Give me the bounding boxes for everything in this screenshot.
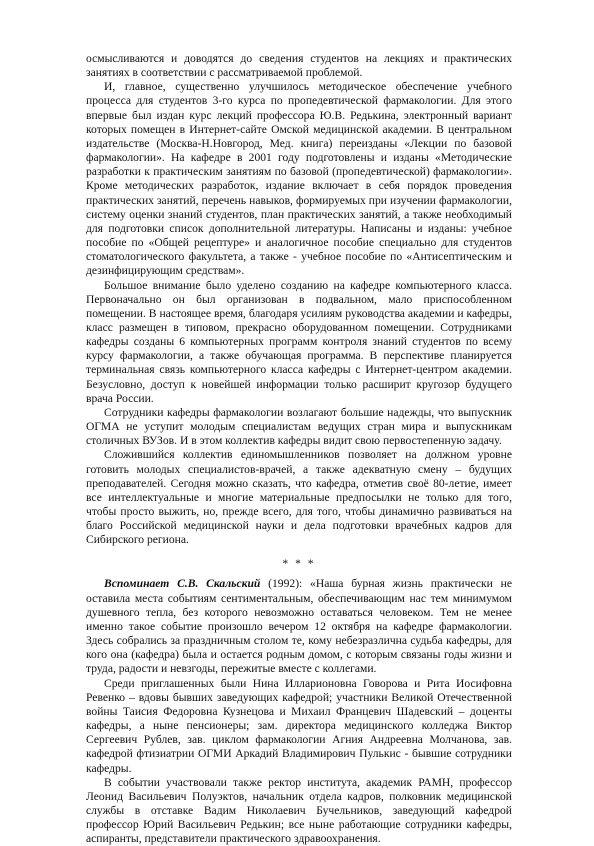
paragraph-continuation: осмысливаются и доводятся до сведения студентов на лекциях и практических занятиях в соответствии с рассматриваемой проблемой. — [86, 52, 512, 80]
paragraph-methodical-support: И, главное, существенно улучшилось методическое обеспечение учебного процесса для студентов 3-го курса по пропедевтической фармакологии. Для этого впервые был издан курс лекций профессора Ю.В. Редькина, электронный вариант которых помещен в Интернет-сайте Омской медицинской академии. В центральном издательстве (Москва-Н.Новгород, Мед. книга) переизданы «Лекции по базовой фармакологии». На кафедре в 2001 году подготовлены и изданы «Методические разработки к практическим занятиям по базовой (пропедевтической) фармакологии». Кроме методических разработок, издание включает в себя порядок проведения практических занятий, перечень навыков, формируемых при изучении фармакологии, систему оценки знаний студентов, план практических занятий, а также необходимый для подготовки список дополнительной литературы. Написаны и изданы: учебное пособие по «Общей рецептуре» и аналогичное пособие специально для студентов стоматологического факультета, а также - учебное пособие по «Антисептическим и дезинфицирующим средствам». — [86, 80, 512, 278]
paragraph-participants: В событии участвовали также ректор института, академик РАМН, профессор Леонид Васильевич Полуэктов, начальник отдела кадров, полковник медицинской службы в отставке Вадим Николаевич Бучельников, заведующий кафедрой профессор Юрий Васильевич Редькин; все ныне работающие сотрудники кафедры, аспиранты, представители практического здравоохранения. — [86, 775, 512, 846]
paragraph-computer-class: Большое внимание было уделено созданию на кафедре компьютерного класса. Первоначально он был организован в подвальном, мало приспособленном помещении. В настоящее время, благодаря усилиям руководства академии и кафедры, класс размещен в типовом, прекрасно оборудованном помещении. Сотрудниками кафедры созданы 6 компьютерных программ контроля знаний студентов по всему курсу фармакологии, а также обучающая программа. В перспективе планируется терминальная связь компьютерного класса кафедры с Интернет-центром академии. Безусловно, доступ к новейшей информации только расширит кругозор будущего врача России. — [86, 278, 512, 405]
paragraph-graduates: Сотрудники кафедры фармакологии возлагают большие надежды, что выпускник ОГМА не уступит молодым специалистам ведущих стран мира и выпускникам столичных ВУЗов. И в этом коллектив кафедры видит свою первостепенную задачу. — [86, 405, 512, 448]
paragraph-guests: Среди приглашенных были Нина Илларионовна Говорова и Рита Иосифовна Ревенко – вдовы бывших заведующих кафедрой; участники Великой Отечественной войны Таисия Федоровна Кузнецова и Михаил Францевич Шадевский – доценты кафедры, а ныне пенсионеры; зам. директора медицинского колледжа Виктор Сергеевич Рублев, зав. циклом фармакологии Агния Андреевна Молчанова, зав. кафедрой фтизиатрии ОГМИ Аркадий Владимирович Пулькис - бывшие сотрудники кафедры. — [86, 676, 512, 775]
memoir-text: (1992): «Наша бурная жизнь практически не оставила места событиям сентиментальным, обеспечивающим нас тем минимумом душевного тепла, без которого невозможно оставаться человеком. Тем не менее именно такое событие произошло вечером 12 октября на кафедре фармакологии. Здесь собрались за праздничным столом те, кому небезразлична судьба кафедры, для кого она (кафедра) была и остается родным домом, с которым связаны годы жизни и труда, радости и невзгоды, пережитые вместе с коллегами. — [86, 577, 512, 676]
paragraph-team: Сложившийся коллектив единомышленников позволяет на должном уровне готовить молодых специалистов-врачей, а также адекватную смену – будущих преподавателей. Сегодня можно сказать, что кафедра, отметив своё 80-летие, имеет все интеллектуальные и многие материальные предпосылки не только для того, чтобы просто выжить, но, прежде всего, для того, чтобы динамично развиваться на благо Российской медицинской науки и дела подготовки врачебных кадров для Сибирского региона. — [86, 448, 512, 547]
memoir-author: Вспоминает С.В. Скальский — [104, 577, 261, 591]
section-separator: * * * — [282, 557, 316, 571]
paragraph-memoir — [86, 577, 512, 676]
